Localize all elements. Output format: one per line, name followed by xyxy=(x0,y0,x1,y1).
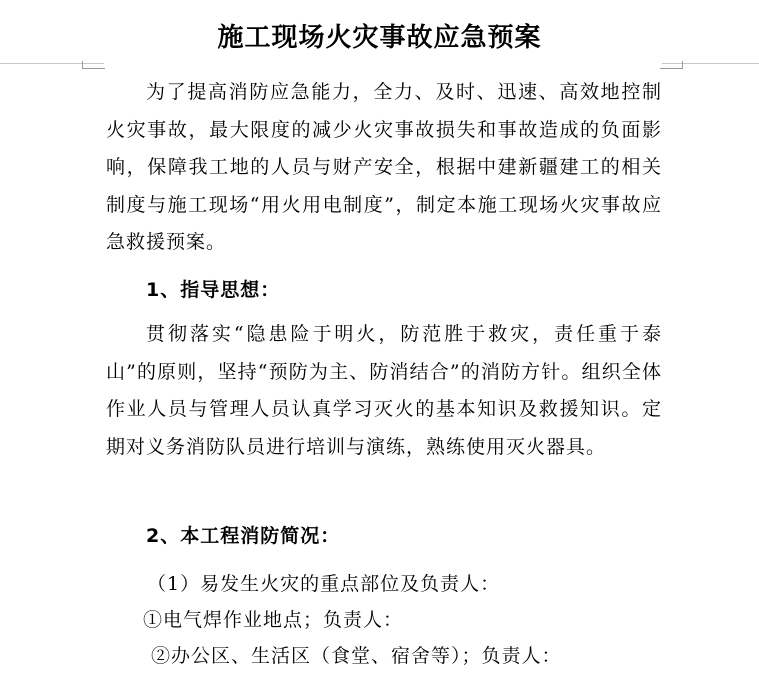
list-item-1: ①电气焊作业地点；负责人： xyxy=(143,609,404,631)
section-1-paragraph: 贯彻落实“隐患险于明火，防范胜于救灾，责任重于泰山”的原则，坚持“预防为主、防消结合”的消防方针。组织全体作业人员与管理人员认真学习灭火的基本知识及救援知识。定期对义务消防队员进行培训与演练，熟练使用灭火器具。 xyxy=(106,323,662,458)
section-1-heading: 1、指导思想： xyxy=(146,279,281,301)
list-item-2: ②办公区、生活区（食堂、宿舍等）；负责人： xyxy=(151,645,562,667)
subsection-1-line: （1）易发生火灾的重点部位及负责人： xyxy=(147,573,501,595)
margin-corner-mark-right xyxy=(660,61,683,69)
margin-corner-mark-left xyxy=(82,61,105,69)
section-2-heading: 2、本工程消防简况： xyxy=(146,525,341,547)
document-title: 施工现场火灾事故应急预案 xyxy=(217,23,542,53)
intro-paragraph: 为了提高消防应急能力，全力、及时、迅速、高效地控制火灾事故，最大限度的减少火灾事故损失和事故造成的负面影响，保障我工地的人员与财产安全，根据中建新疆建工的相关制度与施工现场“用火用电制度”，制定本施工现场火灾事故应急救援预案。 xyxy=(106,81,662,253)
